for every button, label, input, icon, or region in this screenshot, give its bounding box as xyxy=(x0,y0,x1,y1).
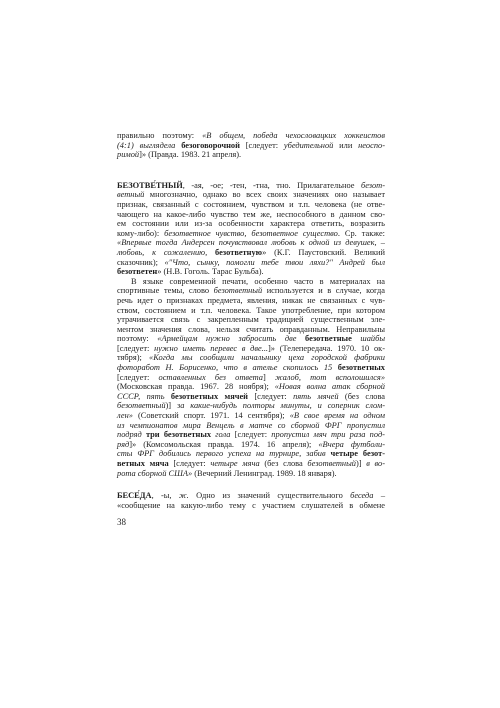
text-line xyxy=(117,141,385,151)
italic-text: «В общем, победа чехословацких хоккеистов xyxy=(202,131,386,140)
italic-text: оставленных без ответа xyxy=(158,372,263,382)
text-run: поэтому: xyxy=(117,334,158,344)
italic-text: жалоб, тот всполошился» xyxy=(274,372,386,382)
bold-text: безответные xyxy=(305,334,352,344)
text-run: [следует: xyxy=(239,140,284,150)
text-run: . Ср. также: xyxy=(337,228,385,238)
text-line xyxy=(117,411,385,421)
text-line xyxy=(117,401,385,411)
text-run: » (К.Г. Паустовский. Великий xyxy=(262,247,386,257)
italic-text: «В свое время на одном xyxy=(289,411,386,421)
italic-text: сты ФРГ добились первого успеха на турнире, забив xyxy=(117,449,331,459)
text-run: , -ая, -ое; -тен, -тна, тно. Прилагательное xyxy=(182,180,361,190)
italic-text: в во- xyxy=(366,459,385,468)
text-run: ] xyxy=(262,372,275,382)
italic-text: безответный xyxy=(307,459,356,468)
text-run: кому-либо): xyxy=(117,228,165,238)
text-run: утрачивается связь с закрепленным традицией существенным эле- xyxy=(117,315,385,325)
bold-text: безответен xyxy=(117,267,158,277)
italic-text: «Когда мы сообщили начальнику цеха городской фабрики xyxy=(149,353,385,363)
italic-text: «Впервые тогда Андерсен почувствовал любовь к одной из девушек, – xyxy=(117,238,385,248)
bold-text: БЕЗОТВЕ́ТНЫЙ xyxy=(117,180,183,190)
text-run: [следует: xyxy=(117,343,155,353)
text-run: чающего на какое-либо чувство тем же, неспособного в данном сво- xyxy=(117,209,385,219)
text-line xyxy=(117,344,385,354)
paragraph-usage-note xyxy=(117,277,385,478)
bold-text: безответных xyxy=(337,363,385,373)
bold-text: три безответных xyxy=(145,430,212,440)
text-line xyxy=(117,258,385,268)
text-run: используется и в случае, когда xyxy=(262,286,386,296)
text-run: [следует: xyxy=(248,391,294,401)
text-line xyxy=(117,421,385,431)
text-line xyxy=(117,306,385,316)
text-line xyxy=(117,430,385,440)
text-run: [следует: xyxy=(230,430,272,440)
bold-text: БЕСЕ́ДА xyxy=(117,491,152,501)
text-run: ем состоянии или из-за особенности характера ответить, возразить xyxy=(117,219,385,229)
text-run: [следует: xyxy=(117,372,159,382)
text-line xyxy=(117,229,385,239)
italic-text: ветный xyxy=(117,190,145,200)
text-line xyxy=(117,296,385,306)
text-line xyxy=(117,286,385,296)
text-run: или xyxy=(339,140,353,150)
italic-text: любовь, к сожалению, xyxy=(117,247,216,257)
text-line xyxy=(117,373,385,383)
text-line xyxy=(117,325,385,335)
page-number: 38 xyxy=(117,517,126,528)
italic-text: ряд xyxy=(117,439,130,449)
text-run: ]» (Правда. 1983. 21 апреля). xyxy=(139,150,242,160)
text-line xyxy=(117,440,385,450)
italic-text: «Армейцам нужно забросить две xyxy=(157,334,306,344)
italic-text: гола xyxy=(211,430,231,440)
italic-text: СССР, пять xyxy=(117,391,171,401)
text-run: [следует: xyxy=(168,459,211,468)
italic-text: безответный xyxy=(213,286,263,296)
italic-text: безответный xyxy=(117,401,166,411)
text-run: спортивные темы, слово xyxy=(117,286,214,296)
text-run: В языке современной печати, особенно часто в материалах на xyxy=(131,276,385,286)
text-run: – xyxy=(373,491,386,501)
italic-text: фоторабот Н. Борисенко, что в ателье скопилось 15 xyxy=(117,363,338,373)
text-run: ментом значения слова, нельзя считать оправданным. Неправильны xyxy=(117,324,385,334)
italic-text: римой xyxy=(117,150,140,160)
italic-text: «Вчера футболи- xyxy=(318,439,385,449)
italic-text: убедительной xyxy=(283,140,340,150)
text-line xyxy=(117,219,385,229)
italic-text: «"Что, сынку, помогли тебе твои ляхи?" Андрей был xyxy=(164,257,385,267)
page-text xyxy=(117,131,385,527)
entry-beseda xyxy=(117,491,385,510)
text-run: Одно из значений существительного xyxy=(188,491,351,501)
italic-text: из чемпионатов мира Венцель в матче со сборной ФРГ пропустил xyxy=(117,420,385,430)
text-line xyxy=(117,267,385,277)
text-line xyxy=(117,131,385,141)
text-line xyxy=(117,382,385,392)
text-run: (без слова xyxy=(338,391,386,401)
italic-text: неоспо- xyxy=(352,140,385,150)
text-line xyxy=(117,334,385,344)
text-run: ством, состоянием и т.п. человека. Такое употребление, при котором xyxy=(117,305,385,315)
italic-text: рота сборной США» xyxy=(117,468,193,478)
text-run: тября); xyxy=(117,353,150,363)
text-line xyxy=(117,181,385,191)
text-line xyxy=(117,200,385,210)
bold-text: безоговорочной xyxy=(181,140,240,150)
italic-text: беседа xyxy=(350,491,374,501)
text-line xyxy=(117,277,385,287)
text-line xyxy=(117,363,385,373)
text-run: «сообщение на какую-либо тему с участием слушателей в обмене xyxy=(117,500,385,510)
text-run: (Московская правда. 1967. 28 ноября); xyxy=(117,382,275,392)
text-run: правильно поэтому: xyxy=(117,131,203,140)
bold-text: безответную xyxy=(215,247,263,257)
text-run: )] xyxy=(165,401,177,411)
text-run: речь идет о признаках предмета, явления, никак не связанных с чув- xyxy=(117,295,385,305)
italic-text: нужно иметь перевес в две... xyxy=(154,343,269,353)
text-run: » (Н.В. Гоголь. Тарас Бульба). xyxy=(157,267,264,277)
text-run: признак, связанный с состоянием, чувством и т.п. человека (не отве- xyxy=(117,199,385,209)
italic-text: безответное чувство, безответное существо xyxy=(164,228,338,238)
paragraph-continuation xyxy=(117,131,385,160)
italic-text: ж. xyxy=(178,491,189,501)
italic-text: лен» xyxy=(117,411,133,421)
text-line xyxy=(117,501,385,511)
bold-text: безответных мячей xyxy=(170,391,249,401)
italic-text: подряд xyxy=(117,430,146,440)
italic-text: «Новая волна атак сборной xyxy=(274,382,385,392)
bold-text: ветных мяча xyxy=(117,459,169,468)
text-line xyxy=(117,449,385,459)
bold-text: четыре безот- xyxy=(330,449,385,459)
italic-text: шайбы xyxy=(351,334,385,344)
text-run: (Вечерний Ленинград. 1989. 18 января). xyxy=(192,468,337,478)
text-run: (Советский спорт. 1971. 14 сентября); xyxy=(132,411,290,421)
text-run: )] xyxy=(355,459,367,468)
text-line xyxy=(117,491,385,501)
italic-text: (4:1) выглядела xyxy=(117,140,182,150)
text-line xyxy=(117,238,385,248)
text-run: сказочник); xyxy=(117,257,165,267)
text-run: многозначно, однако во всех своих значениях оно называет xyxy=(144,190,385,200)
italic-text: четыре мяча xyxy=(210,459,260,468)
italic-text: безот- xyxy=(360,180,385,190)
italic-text: пять мячей xyxy=(293,391,339,401)
text-line xyxy=(117,459,385,469)
text-run: ]» (Комсомольская правда. 1974. 16 апреля); xyxy=(129,439,319,449)
text-line xyxy=(117,248,385,258)
italic-text: пропустил мяч три раза под- xyxy=(271,430,385,440)
text-run: ]» (Телепередача. 1970. 10 ок- xyxy=(268,343,385,353)
text-line xyxy=(117,210,385,220)
entry-bezotvetnyj xyxy=(117,181,385,277)
text-line xyxy=(117,190,385,200)
text-line xyxy=(117,353,385,363)
text-line xyxy=(117,392,385,402)
text-run: , -ы, xyxy=(151,491,179,501)
text-line xyxy=(117,315,385,325)
text-line xyxy=(117,150,385,160)
text-run: (без слова xyxy=(259,459,308,468)
italic-text: за какие-нибудь полторы минуты, и соперник слом- xyxy=(176,401,385,411)
text-line xyxy=(117,469,385,479)
